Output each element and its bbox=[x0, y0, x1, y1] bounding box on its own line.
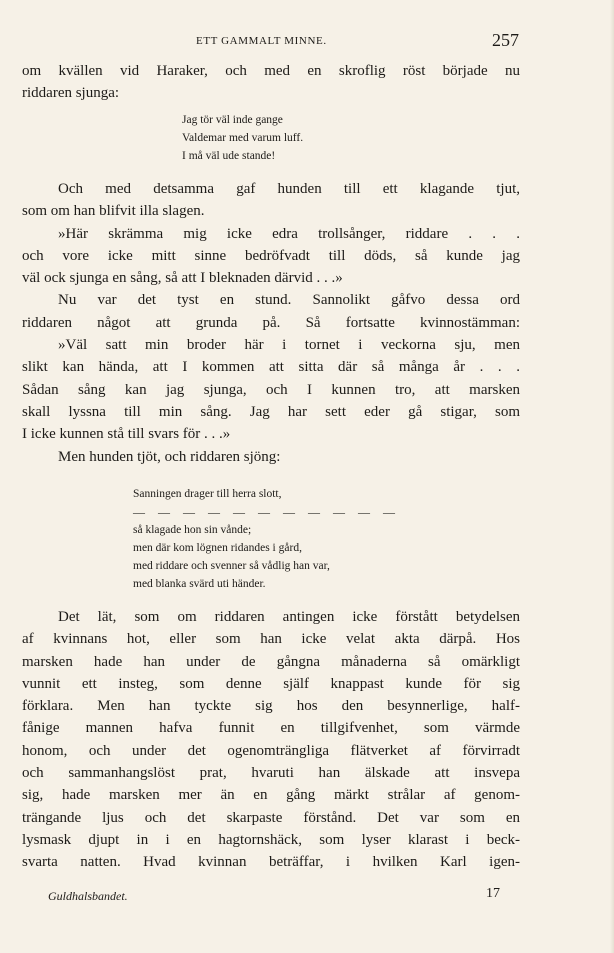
verse-line: så klagade hon sin vånde; bbox=[133, 524, 252, 536]
text-line: riddaren något att grunda på. Så fortsatte kvinnostämman: bbox=[22, 314, 520, 331]
text-line: »Väl satt min broder här i tornet i veckorna sju, men bbox=[58, 337, 520, 354]
paragraph-2 bbox=[22, 178, 520, 468]
text-line: skall lyssna till min sång. Jag har sett eder gå stigar, som bbox=[22, 403, 520, 420]
text-line: svarta natten. Hvad kvinnan beträffar, i hvilken Karl igen- bbox=[22, 854, 520, 871]
text-line: trängande ljus och det skarpaste förstånd. Det var som en bbox=[22, 809, 520, 826]
text-line: väl ock sjunga en sång, så att I bleknaden därvid . . .» bbox=[22, 270, 343, 287]
text-line: Och med detsamma gaf hunden till ett klagande tjut, bbox=[58, 181, 520, 197]
text-line: marsken hade han under de gångna månaderna så omärkligt bbox=[22, 653, 520, 670]
verse-line: med riddare och svenner så vådlig han var, bbox=[133, 560, 330, 572]
text-line: förklara. Men han tyckte sig hos den besynnerlige, half- bbox=[22, 698, 520, 715]
text-line: Det lät, som om riddaren antingen icke förstått betydelsen bbox=[58, 609, 520, 625]
verse-line: Jag tör väl inde gange bbox=[182, 114, 283, 126]
text-line: lysmask djupt in i en hagtornshäck, som lyser klarast i beck- bbox=[22, 831, 520, 848]
text-line: om kvällen vid Haraker, och med en skroflig röst började nu bbox=[22, 63, 520, 79]
text-line: vunnit ett insteg, som denne själf knappast kunde för sig bbox=[22, 675, 520, 692]
text-line: Men hunden tjöt, och riddaren sjöng: bbox=[58, 448, 281, 465]
page-edge bbox=[610, 0, 614, 953]
verse-line: Sanningen drager till herra slott, bbox=[133, 488, 282, 500]
text-line: fånige mannen hafva funnit en tillgifvenhet, som värmde bbox=[22, 720, 520, 737]
verse-line: med blanka svärd uti händer. bbox=[133, 578, 266, 590]
verse-line: men där kom lögnen ridandes i gård, bbox=[133, 542, 302, 554]
text-line: sig, hade marsken mer än en gång märkt strålar af genom- bbox=[22, 787, 520, 804]
verse-line: Valdemar med varum luff. bbox=[182, 132, 304, 144]
signature-mark: Guldhalsbandet. bbox=[48, 889, 128, 903]
page-number: 257 bbox=[492, 30, 519, 50]
text-line: och sammanhangslöst prat, hvaruti han älskade att insvepa bbox=[22, 765, 520, 782]
paragraph-1 bbox=[22, 60, 520, 105]
text-line: I icke kunnen stå till svars för . . .» bbox=[22, 426, 231, 443]
sheet-number: 17 bbox=[486, 886, 500, 901]
verse-2 bbox=[133, 485, 400, 593]
text-line: af kvinnans hot, eller som han icke velat akta därpå. Hos bbox=[22, 631, 520, 648]
running-title: ETT GAMMALT MINNE. bbox=[196, 35, 327, 47]
text-line: riddaren sjunga: bbox=[22, 85, 120, 102]
text-line: Nu var det tyst en stund. Sannolikt gåfvo dessa ord bbox=[58, 292, 520, 309]
text-line: som om han blifvit illa slagen. bbox=[22, 203, 205, 220]
verse-ellipsis-dashes: — — — — — — — — — — — bbox=[133, 505, 400, 519]
page-header bbox=[0, 30, 614, 54]
paragraph-3 bbox=[22, 606, 520, 874]
verse-1 bbox=[182, 111, 303, 165]
text-line: och vore icke mitt sinne bedröfvadt till döds, så kunde jag bbox=[22, 247, 520, 264]
text-line: honom, och under det ogenomträngliga flätverket af förvirradt bbox=[22, 742, 520, 759]
text-line: slikt kan hända, att I kommen att sitta där så många år . . . bbox=[22, 359, 520, 376]
text-line: Sådan sång kan jag sjunga, och I kunnen tro, att marsken bbox=[22, 381, 520, 398]
text-line: »Här skrämma mig icke edra trollsånger, riddare . . . bbox=[58, 225, 520, 242]
verse-line: I må väl ude stande! bbox=[182, 150, 276, 162]
